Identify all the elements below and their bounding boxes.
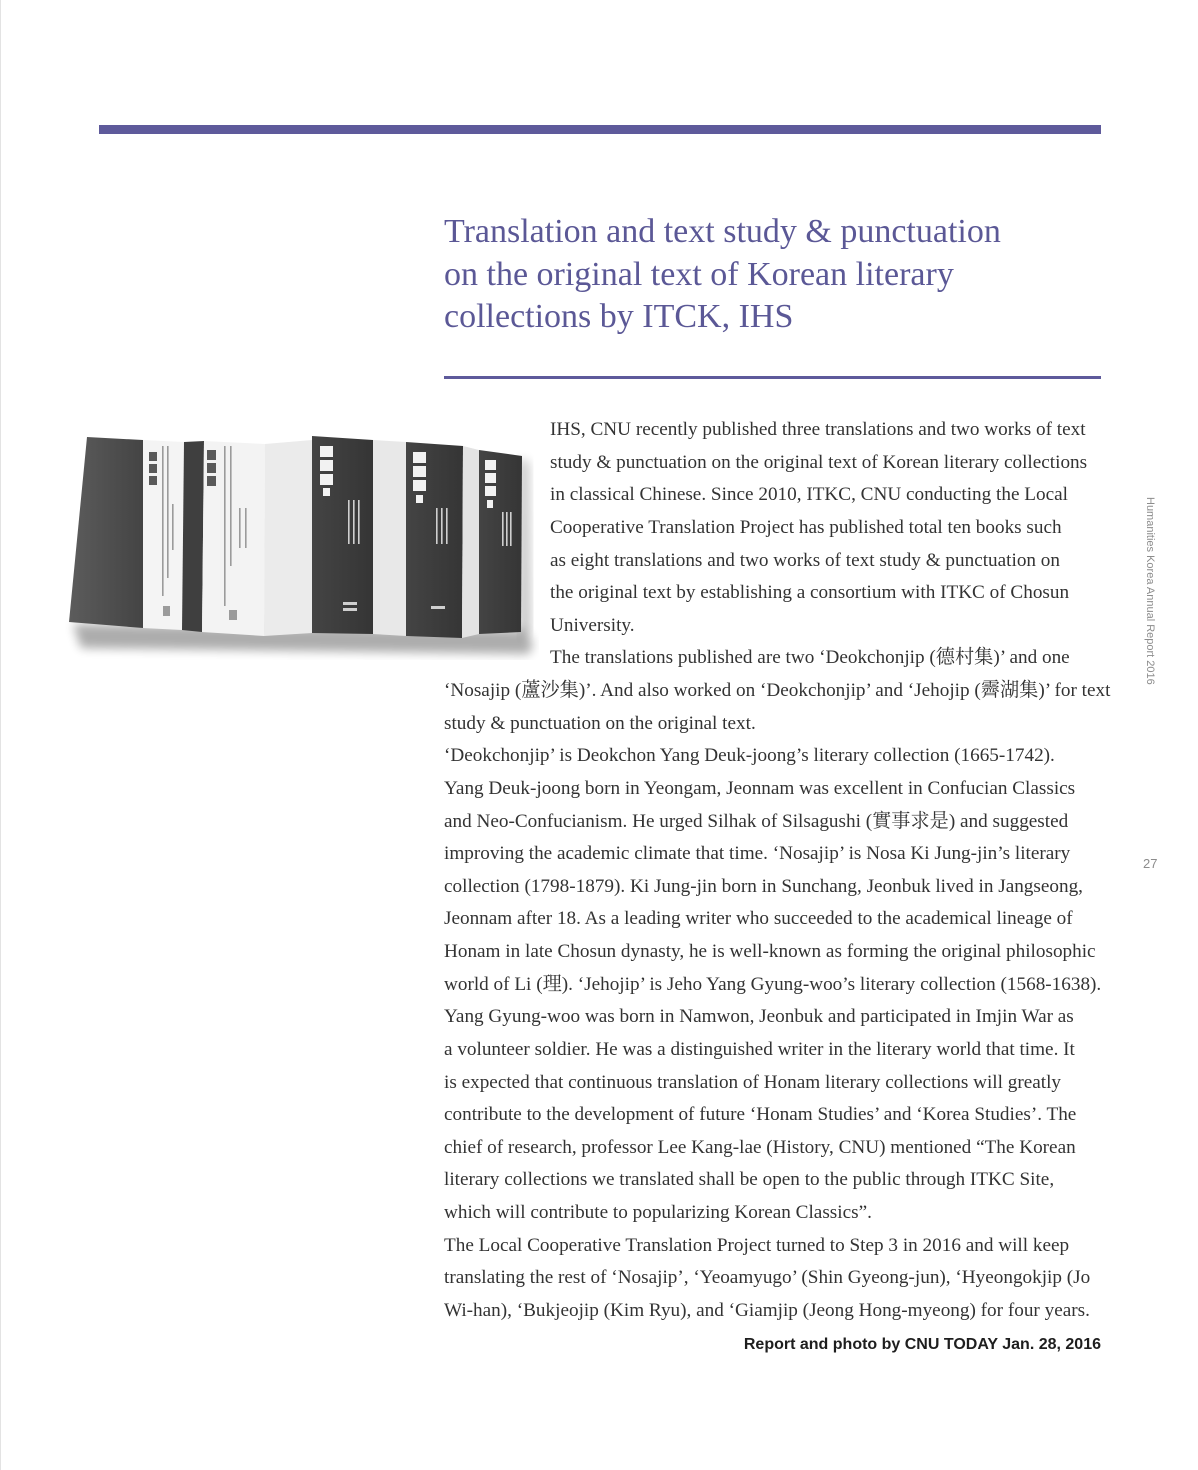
spine-glyph	[413, 466, 426, 477]
spine-text-column	[172, 504, 174, 550]
title-line: on the original text of Korean literary	[444, 255, 954, 293]
spine-glyph	[413, 452, 426, 463]
spine-glyph	[320, 460, 333, 471]
spine-glyph	[207, 476, 216, 486]
spine-glyph	[320, 446, 333, 457]
book-cover-dark	[182, 441, 204, 632]
title-line: collections by ITCK, IHS	[444, 298, 794, 335]
spine-text-column	[441, 508, 443, 544]
spine-glyph	[323, 488, 330, 496]
spine-glyph	[149, 452, 157, 461]
body-line: improving the academic climate that time. ‘Nosajip’ is Nosa Ki Jung-jin’s literary	[444, 843, 1071, 865]
spine-mark	[343, 602, 357, 605]
title-divider	[444, 376, 1101, 379]
page-title	[444, 211, 1001, 339]
body-line: ‘Deokchonjip’ is Deokchon Yang Deuk-joong’s literary collection (1665-1742).	[444, 745, 1055, 767]
body-paragraph	[444, 414, 1134, 642]
spine-text-column	[358, 500, 360, 544]
body-line: Honam in late Chosun dynasty, he is well-known as forming the original philosophic	[444, 941, 1096, 962]
body-line: as eight translations and two works of text study & punctuation on	[550, 549, 1060, 571]
body-line: Jeonnam after 18. As a leading writer who succeeded to the academical lineage of	[444, 908, 1073, 930]
body-line: Wi-han), ‘Bukjeojip (Kim Ryu), and ‘Giamjip (Jeong Hong-myeong) for four years.	[444, 1299, 1090, 1321]
spine-glyph	[207, 463, 216, 473]
body-line: and Neo-Confucianism. He urged Silhak of Silsagushi (實事求是) and suggested	[444, 810, 1069, 832]
spine-glyph	[413, 480, 426, 491]
spine-glyph	[149, 464, 157, 473]
title-line: Translation and text study & punctuation	[444, 213, 1001, 250]
spine-glyph	[149, 476, 157, 485]
body-line: The Local Cooperative Translation Project turned to Step 3 in 2016 and will keep	[444, 1234, 1070, 1256]
body-line: University.	[550, 614, 635, 636]
book-cover-light	[373, 440, 406, 636]
spine-mark	[163, 606, 170, 616]
body-paragraph	[444, 642, 1134, 740]
spine-glyph	[207, 450, 216, 460]
body-line: in classical Chinese. Since 2010, ITKC, CNU conducting the Local	[550, 484, 1068, 506]
body-line: translating the rest of ‘Nosajip’, ‘Yeoamyugo’ (Shin Gyeong-jun), ‘Hyeongokjip (Jo	[444, 1267, 1091, 1289]
spine-text-column	[348, 500, 350, 544]
photo-credit: Report and photo by CNU TODAY Jan. 28, 2016	[743, 1336, 1101, 1353]
body-line: ‘Nosajip (蘆沙集)’. And also worked on ‘Deokchonjip’ and ‘Jehojip (霽湖集)’ for text	[444, 680, 1111, 701]
spine-text-column	[224, 446, 226, 606]
body-line: IHS, CNU recently published three translations and two works of text	[550, 419, 1086, 440]
spine-text-column	[167, 446, 169, 578]
spine-mark	[229, 610, 237, 620]
running-title: Humanities Korea Annual Report 2016	[1144, 497, 1156, 685]
article-body	[444, 414, 1134, 1328]
body-line: collection (1798-1879). Ki Jung-jin born in Sunchang, Jeonbuk lived in Jangseong,	[444, 875, 1083, 897]
spine-text-column	[230, 446, 232, 566]
top-accent-bar	[99, 125, 1101, 134]
spine-text-column	[353, 500, 355, 544]
page-number: 27	[1143, 856, 1158, 871]
body-line: is expected that continuous translation of Honam literary collections will greatly	[444, 1071, 1062, 1093]
body-line: The translations published are two ‘Deokchonjip (德村集)’ and one	[550, 647, 1070, 669]
body-line: chief of research, professor Lee Kang-lae (History, CNU) mentioned “The Korean	[444, 1136, 1076, 1158]
spine-text-column	[239, 508, 241, 548]
book-cover-dark	[69, 437, 143, 628]
body-line: Cooperative Translation Project has published total ten books such	[550, 516, 1062, 538]
body-paragraph	[444, 1230, 1134, 1328]
body-line: Yang Gyung-woo was born in Namwon, Jeonbuk and participated in Imjin War as	[444, 1006, 1074, 1028]
body-line: which will contribute to popularizing Korean Classics”.	[444, 1202, 872, 1223]
body-line: study & punctuation on the original text.	[444, 712, 756, 734]
spine-glyph	[416, 495, 423, 503]
body-line: literary collections we translated shall be open to the public through ITKC Site,	[444, 1169, 1055, 1191]
spine-text-column	[436, 508, 438, 544]
book-cover-light	[264, 440, 312, 636]
spine-text-column	[245, 508, 247, 548]
body-line: a volunteer soldier. He was a distinguished writer in the literary world that time. It	[444, 1038, 1075, 1060]
body-paragraph	[444, 740, 1134, 1229]
spine-glyph	[320, 474, 333, 485]
spine-text-column	[162, 446, 164, 596]
spine-mark	[431, 606, 445, 609]
body-line: Yang Deuk-joong born in Yeongam, Jeonnam was excellent in Confucian Classics	[444, 777, 1076, 799]
body-line: study & punctuation on the original text of Korean literary collections	[550, 451, 1088, 473]
body-line: contribute to the development of future ‘Honam Studies’ and ‘Korea Studies’. The	[444, 1104, 1077, 1126]
body-line: world of Li (理). ‘Jehojip’ is Jeho Yang Gyung-woo’s literary collection (1568-1638).	[444, 973, 1102, 995]
body-line: the original text by establishing a consortium with ITKC of Chosun	[550, 582, 1070, 604]
spine-mark	[343, 608, 357, 611]
